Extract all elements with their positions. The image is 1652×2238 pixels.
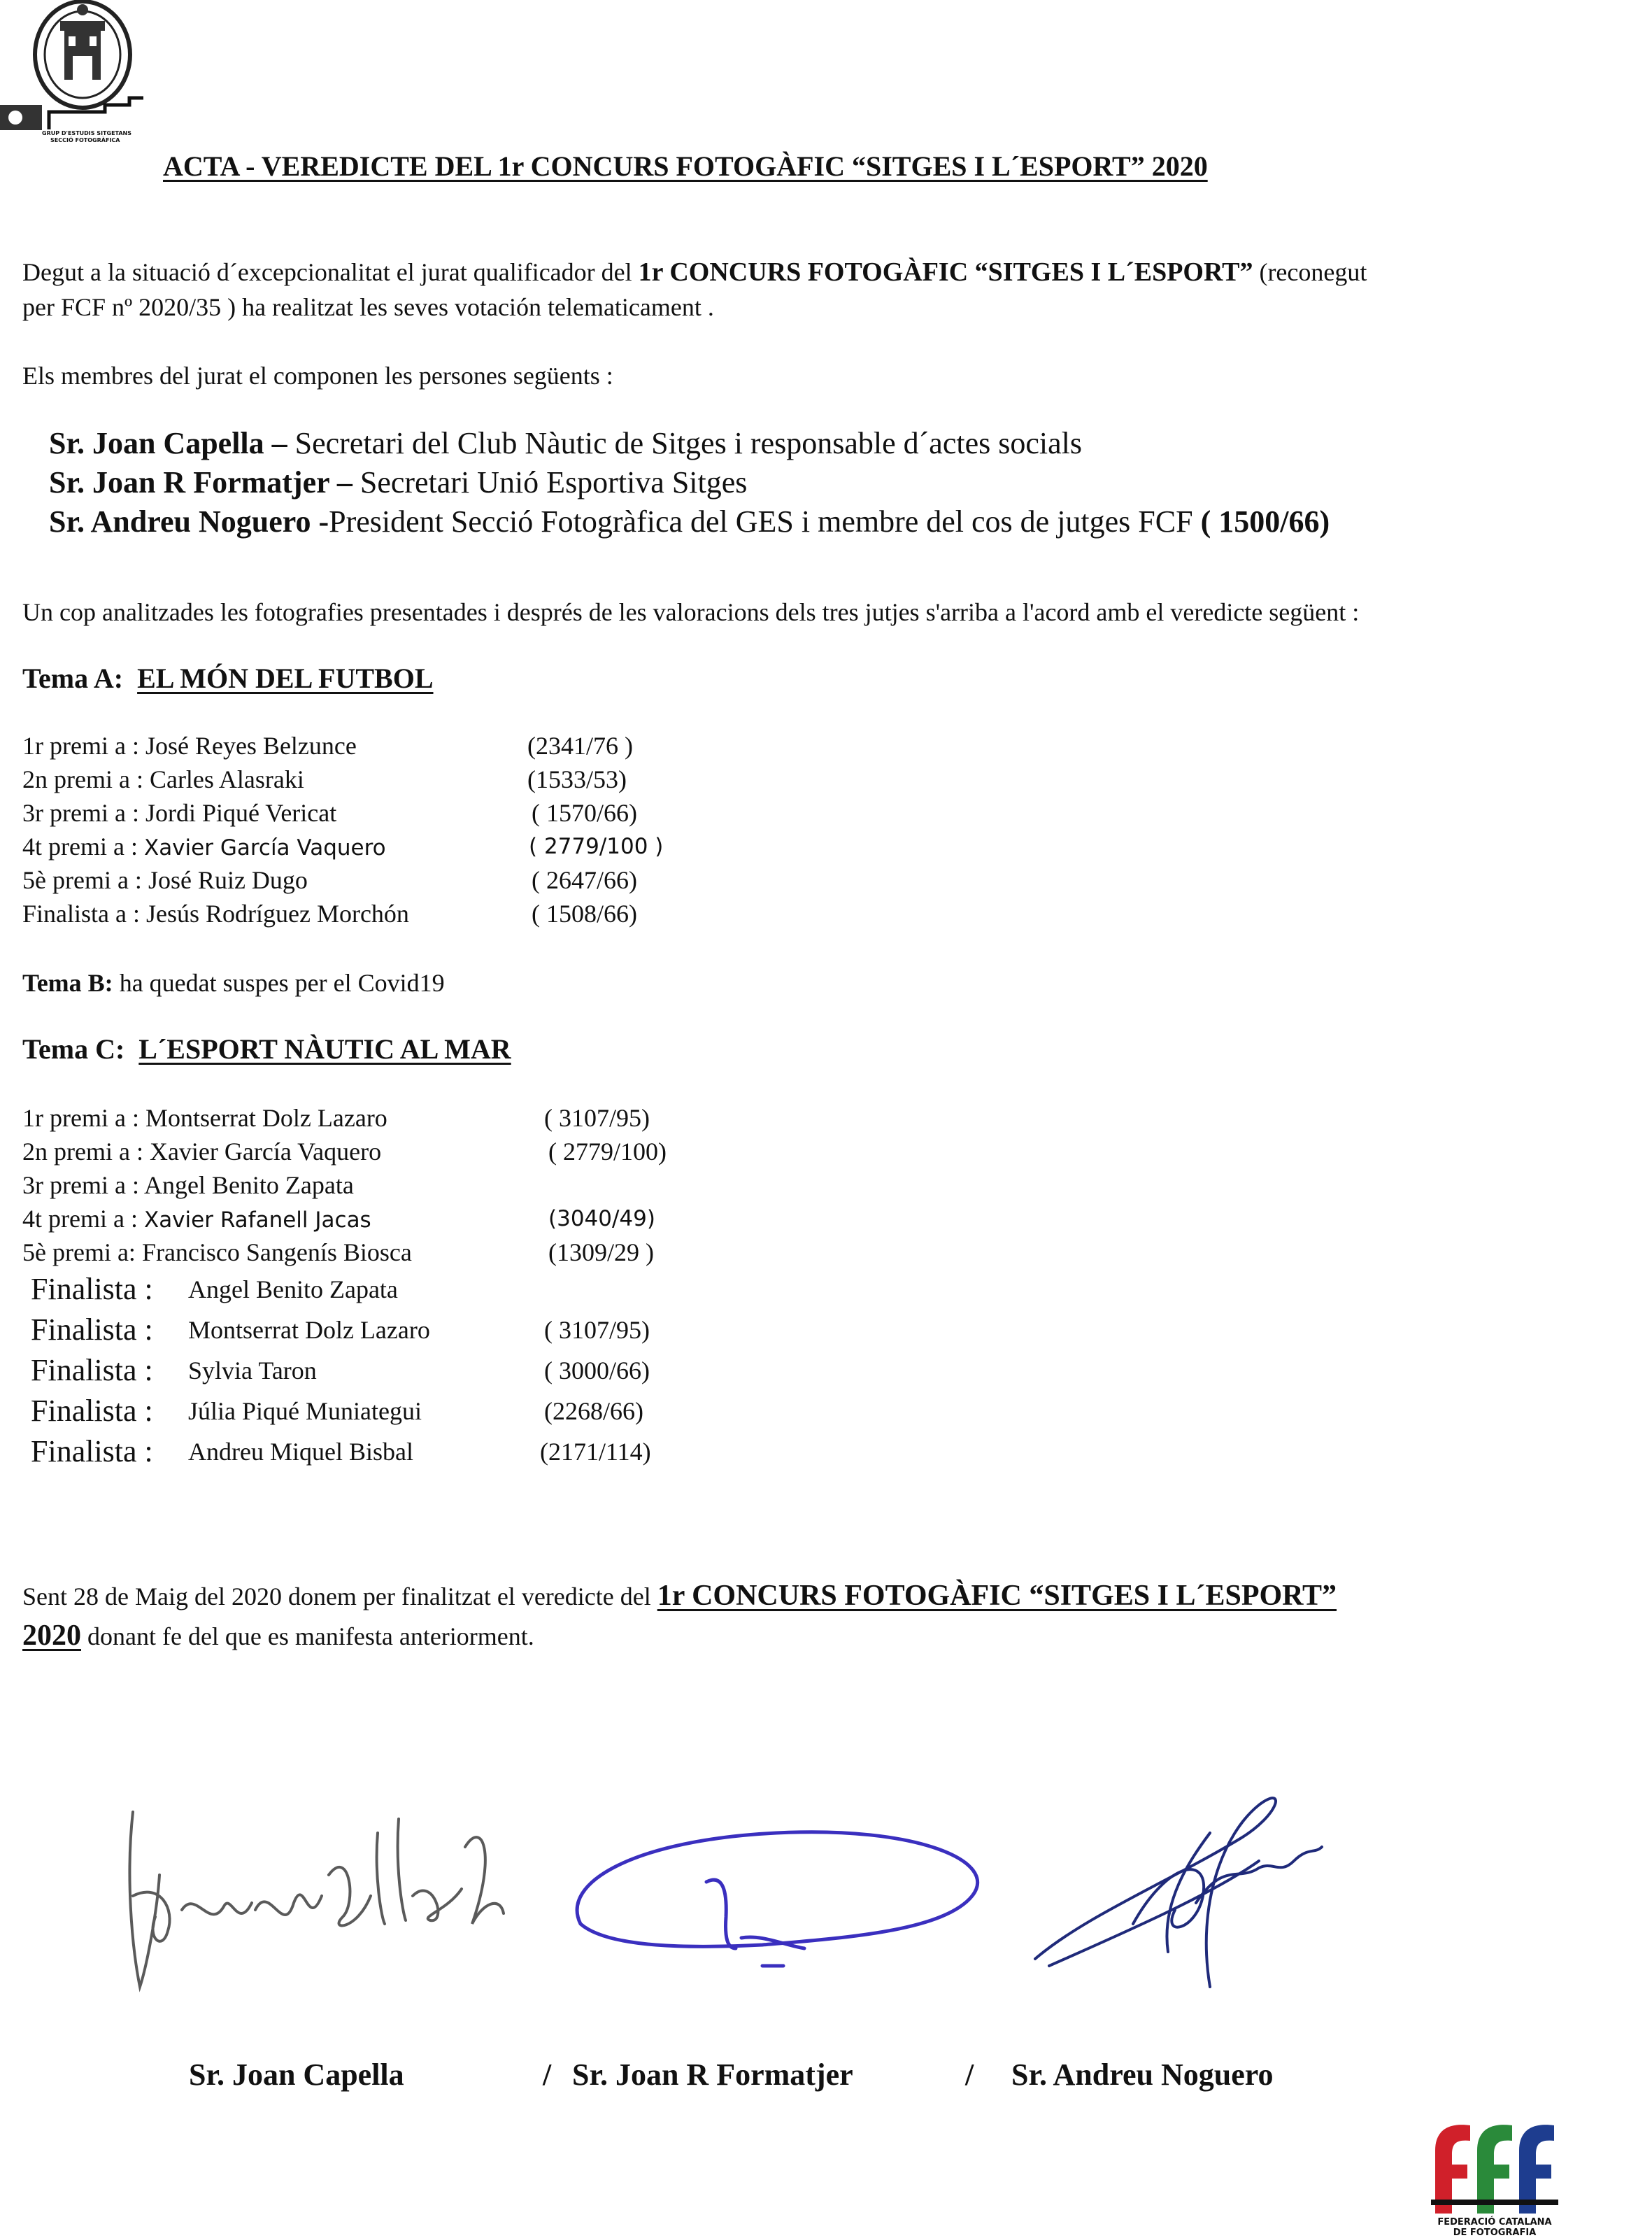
finalist-name: Júlia Piqué Muniategui xyxy=(188,1397,422,1425)
award-row xyxy=(22,1101,650,1135)
jury-member xyxy=(49,463,1330,502)
logo-text-line2: SECCIÓ FOTOGRÀFICA xyxy=(50,137,120,143)
finalist-row xyxy=(31,1269,398,1311)
ges-logo xyxy=(0,0,147,143)
winner-name: Jesús Rodríguez Morchón xyxy=(145,900,409,928)
jury-role: President Secció Fotogràfica del GES i membre del cos de jutges FCF xyxy=(329,504,1201,539)
logo-text-line1: GRUP D'ESTUDIS SITGETANS xyxy=(42,130,132,136)
prize-label: 4t premi a : xyxy=(22,1205,144,1233)
member-code: ( 3107/95) xyxy=(544,1316,650,1344)
member-code: (1533/53) xyxy=(527,765,627,793)
award-row xyxy=(22,729,633,763)
signer-name-formatjer: Sr. Joan R Formatjer xyxy=(572,2058,853,2092)
winner-name: José Reyes Belzunce xyxy=(145,732,357,760)
closing-text-b: donant fe del que es manifesta anteriorment. xyxy=(81,1622,534,1650)
contest-name: 1r CONCURS FOTOGÀFIC “SITGES I L´ESPORT” xyxy=(638,257,1253,287)
member-code: ( 2779/100) xyxy=(548,1138,667,1166)
finalist-name: Angel Benito Zapata xyxy=(188,1275,398,1303)
finalist-label: Finalista : xyxy=(31,1312,153,1347)
closing-paragraph xyxy=(22,1578,1631,1654)
winner-name: Xavier García Vaquero xyxy=(143,835,386,861)
handwritten-signature-noguero xyxy=(1028,1777,1336,2015)
finalist-row xyxy=(31,1350,650,1392)
finalist-row xyxy=(31,1391,643,1433)
award-row xyxy=(22,763,627,796)
jury-name: Sr. Andreu Noguero - xyxy=(49,504,329,539)
jury-list xyxy=(49,424,1330,541)
prize-label: 3r premi a : xyxy=(22,799,145,827)
finalist-row xyxy=(31,1310,650,1352)
jury-role: Secretari del Club Nàutic de Sitges i responsable d´actes socials xyxy=(287,426,1082,460)
award-row xyxy=(22,830,664,865)
intro-text-a: Degut a la situació d´excepcionalitat el jurat qualificador del xyxy=(22,258,639,286)
member-code: ( 3107/95) xyxy=(544,1104,650,1132)
award-row xyxy=(22,1168,354,1202)
tema-c-name: L´ESPORT NÀUTIC AL MAR xyxy=(138,1033,511,1065)
winner-name: Montserrat Dolz Lazaro xyxy=(145,1104,387,1132)
member-code: (2341/76 ) xyxy=(527,732,633,760)
tema-b-label: Tema B: xyxy=(22,969,113,997)
fcf-logo-line2: DE FOTOGRAFIA xyxy=(1453,2228,1537,2238)
jury-intro: Els membres del jurat el componen les persones següents : xyxy=(22,362,613,390)
finalist-name: Montserrat Dolz Lazaro xyxy=(188,1316,430,1344)
prize-label: 1r premi a : xyxy=(22,732,145,760)
prize-label: 2n premi a : xyxy=(22,765,150,793)
prize-label: 3r premi a : xyxy=(22,1171,144,1199)
winner-name: Jordi Piqué Vericat xyxy=(145,799,337,827)
tema-a-heading xyxy=(22,660,434,697)
tema-b-text: ha quedat suspes per el Covid19 xyxy=(113,969,445,997)
finalist-name: Andreu Miquel Bisbal xyxy=(188,1438,413,1466)
signature-formatjer xyxy=(553,1798,1000,1994)
closing-year: 2020 xyxy=(22,1620,81,1652)
fcf-logo xyxy=(1421,2116,1568,2238)
signer-separator: / xyxy=(543,2058,552,2092)
prize-label: 1r premi a : xyxy=(22,1104,145,1132)
tema-c-label: Tema C: xyxy=(22,1033,125,1065)
award-row xyxy=(22,897,637,930)
jury-role: Secretari Unió Esportiva Sitges xyxy=(352,465,748,500)
signer-separator: / xyxy=(965,2058,974,2092)
finalist-name: Sylvia Taron xyxy=(188,1357,317,1384)
award-row xyxy=(22,1135,667,1168)
jury-name: Sr. Joan R Formatjer – xyxy=(49,465,353,500)
member-code: ( 1508/66) xyxy=(532,900,637,928)
handwritten-signature-formatjer xyxy=(553,1798,1000,1994)
prize-label: 4t premi a : xyxy=(22,833,144,861)
page-title: ACTA - VEREDICTE DEL 1r CONCURS FOTOGÀFIC “SITGES I L´ESPORT” 2020 xyxy=(163,150,1208,182)
closing-contest-name: 1r CONCURS FOTOGÀFIC “SITGES I L´ESPORT” xyxy=(657,1580,1337,1612)
finalist-label: Finalista : xyxy=(31,1272,153,1306)
award-row xyxy=(22,796,637,830)
closing-text-a: Sent 28 de Maig del 2020 donem per finalitzat el veredicte del xyxy=(22,1582,657,1610)
winner-name: José Ruiz Dugo xyxy=(148,866,308,894)
intro-paragraph xyxy=(22,255,1631,325)
jury-name: Sr. Joan Capella – xyxy=(49,426,287,460)
signature-capella xyxy=(119,1791,511,2001)
handwritten-signature-capella xyxy=(119,1791,511,2001)
award-row xyxy=(22,1202,655,1237)
signature-names xyxy=(0,2057,1652,2099)
winner-name: Francisco Sangenís Biosca xyxy=(141,1238,412,1266)
member-code: (1309/29 ) xyxy=(548,1238,654,1266)
intro-text-b: (reconegut xyxy=(1253,258,1367,286)
prize-label: 2n premi a : xyxy=(22,1138,150,1166)
member-code: ( 1570/66) xyxy=(532,799,637,827)
prize-label: 5è premi a : xyxy=(22,866,148,894)
prize-label: Finalista a : xyxy=(22,900,146,928)
tema-a-name: EL MÓN DEL FUTBOL xyxy=(137,663,434,694)
member-code: ( 2779/100 ) xyxy=(529,834,664,859)
member-code: (2268/66) xyxy=(544,1397,643,1425)
member-code: (2171/114) xyxy=(540,1438,651,1466)
analysis-text: Un cop analitzades les fotografies presentades i després de les valoracions dels tres jutjes s'arriba a l'acord amb el veredicte següent : xyxy=(22,598,1360,626)
finalist-row xyxy=(31,1431,651,1473)
winner-name: Angel Benito Zapata xyxy=(143,1171,354,1199)
finalist-label: Finalista : xyxy=(31,1353,153,1387)
member-code: ( 3000/66) xyxy=(544,1357,650,1384)
prize-label: 5è premi a: xyxy=(22,1238,142,1266)
signer-name-noguero: Sr. Andreu Noguero xyxy=(1011,2058,1274,2092)
jury-member xyxy=(49,502,1330,541)
award-row xyxy=(22,1235,654,1269)
winner-name: Carles Alasraki xyxy=(149,765,304,793)
signer-name-capella: Sr. Joan Capella xyxy=(189,2058,404,2092)
finalist-label: Finalista : xyxy=(31,1394,153,1428)
winner-name: Xavier García Vaquero xyxy=(149,1138,382,1166)
fcf-logo-icon xyxy=(1421,2116,1568,2214)
winner-name: Xavier Rafanell Jacas xyxy=(143,1207,371,1233)
award-row xyxy=(22,863,637,897)
signature-noguero xyxy=(1028,1777,1336,2015)
fcf-logo-line1: FEDERACIÓ CATALANA xyxy=(1437,2217,1552,2228)
tema-b-line xyxy=(22,965,445,1000)
jury-member xyxy=(49,424,1330,463)
tema-c-heading xyxy=(22,1031,511,1068)
jury-code: ( 1500/66) xyxy=(1200,504,1330,539)
member-code: ( 2647/66) xyxy=(532,866,637,894)
ges-seal-icon xyxy=(0,0,147,143)
finalist-label: Finalista : xyxy=(31,1434,153,1468)
member-code: (3040/49) xyxy=(548,1206,655,1231)
tema-a-label: Tema A: xyxy=(22,663,124,694)
intro-line2: per FCF nº 2020/35 ) ha realitzat les seves votación telematicament . xyxy=(22,293,714,321)
